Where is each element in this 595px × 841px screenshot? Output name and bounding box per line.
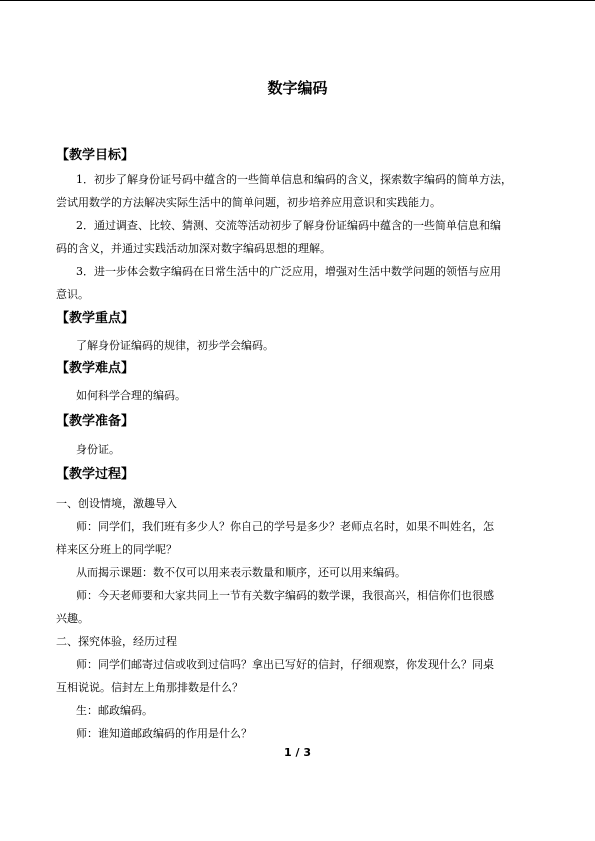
process-line: 生：邮政编码。 [76, 704, 153, 717]
goals-line: 3．进一步体会数字编码在日常生活中的广泛应用，增强对生活中数学问题的领悟与应用 [76, 265, 501, 278]
page-number: 1 / 3 [284, 746, 311, 759]
process-line: 师：今天老师要和大家共同上一节有关数字编码的数学课，我很高兴，相信你们也很感 [76, 589, 494, 602]
process-line: 师：谁知道邮政编码的作用是什么？ [76, 727, 252, 740]
goals-line: 尝试用数学的方法解决实际生活中的简单问题，初步培养应用意识和实践能力。 [56, 196, 441, 209]
heading-process: 【教学过程】 [56, 467, 135, 482]
goals-line: 码的含义，并通过实践活动加深对数字编码思想的理解。 [56, 242, 331, 255]
heading-difficulties: 【教学难点】 [56, 361, 135, 376]
heading-preparation: 【教学准备】 [56, 414, 135, 429]
goals-line: 2．通过调查、比较、猜测、交流等活动初步了解身份证编码中蕴含的一些简单信息和编 [76, 219, 501, 232]
process-line: 二、探究体验，经历过程 [56, 635, 177, 648]
goals-line: 1．初步了解身份证号码中蕴含的一些简单信息和编码的含义，探索数字编码的简单方法， [76, 173, 512, 186]
process-line: 兴趣。 [56, 612, 89, 625]
process-line: 一、创设情境，激趣导入 [56, 497, 177, 510]
document-title: 数字编码 [267, 79, 328, 97]
difficulties-line: 如何科学合理的编码。 [76, 389, 186, 402]
heading-key-points: 【教学重点】 [56, 311, 135, 326]
preparation-line: 身份证。 [76, 443, 120, 456]
key-points-line: 了解身份证编码的规律，初步学会编码。 [76, 339, 274, 352]
heading-teaching-goals: 【教学目标】 [56, 148, 135, 163]
process-line: 师：同学们邮寄过信或收到过信吗？拿出已写好的信封，仔细观察，你发现什么？同桌 [76, 658, 494, 671]
process-line: 师：同学们，我们班有多少人？你自己的学号是多少？老师点名时，如果不叫姓名，怎 [76, 520, 494, 533]
process-line: 互相说说。信封左上角那排数是什么？ [56, 681, 243, 694]
goals-line: 意识。 [56, 288, 89, 301]
process-line: 样来区分班上的同学呢？ [56, 543, 177, 556]
header-rule [0, 0, 595, 1]
process-line: 从而揭示课题：数不仅可以用来表示数量和顺序，还可以用来编码。 [76, 566, 406, 579]
